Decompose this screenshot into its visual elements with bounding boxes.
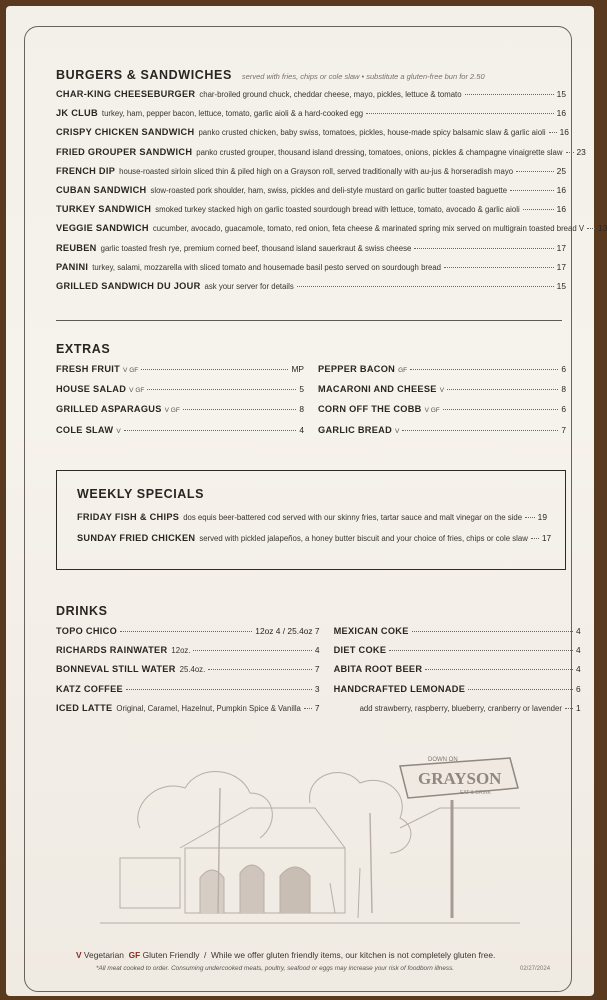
leader-dots [208, 669, 312, 670]
item-name: PANINI [56, 261, 89, 272]
extra-item-row [318, 400, 566, 420]
food-safety-fine-print: *All meat cooked to order. Consuming undercooked meats, poultry, seafood or eggs may increase your risk of foodborn illness. [96, 965, 455, 972]
item-name: TOPO CHICO [56, 626, 118, 636]
leader-dots [425, 669, 573, 670]
item-price: 15 [556, 89, 566, 99]
item-description: turkey, salami, mozzarella with sliced tomato and housemade basil pesto served on sourdough bread [92, 262, 442, 272]
item-name: COLE SLAW [56, 424, 114, 435]
gluten-friendly-mark: GF [128, 950, 141, 960]
leader-dots [402, 430, 558, 431]
item-name: ICED LATTE [56, 702, 113, 713]
burgers-section [56, 68, 607, 296]
extra-item-row [56, 400, 304, 420]
item-description: slow-roasted pork shoulder, ham, swiss, pickles and deli-style mustard on garlic butter toasted baguette [150, 186, 508, 196]
item-name: KATZ COFFEE [56, 683, 123, 694]
item-description: panko crusted grouper, thousand island dressing, tomatoes, onions, pickles & champagne vinaigrette slaw [196, 147, 563, 157]
item-price: 4 [575, 645, 581, 656]
item-description: Original, Caramel, Hazelnut, Pumpkin Spice & Vanilla [116, 703, 301, 713]
item-name: FRIDAY FISH & CHIPS [77, 512, 180, 522]
extras-section [56, 342, 566, 441]
item-price: 16 [556, 185, 566, 196]
item-description: smoked turkey stacked high on garlic toasted sourdough bread with lettuce, tomato, avocado & garlic aioli [155, 205, 520, 215]
menu-item-row [56, 258, 566, 277]
section-divider [56, 320, 562, 321]
item-price: 17 [541, 533, 552, 543]
burgers-title: BURGERS & SANDWICHES [56, 68, 232, 82]
item-description: char-broiled ground chuck, cheddar cheese, mayo, pickles, lettuce & tomato [199, 90, 462, 99]
special-item-row [77, 528, 552, 549]
drink-item-row [56, 699, 320, 718]
item-name: CORN OFF THE COBB [318, 404, 422, 415]
menu-item-row [56, 104, 566, 123]
gluten-disclaimer: While we offer gluten friendly items, our kitchen is not completely gluten free. [211, 950, 496, 960]
item-price: 16 [556, 108, 566, 119]
extra-item-row [56, 380, 304, 400]
drink-item-row [334, 622, 581, 641]
diet-tag: V [116, 427, 121, 435]
leader-dots [124, 430, 297, 431]
item-price: 8 [561, 384, 566, 395]
item-name: MACARONI AND CHEESE [318, 384, 437, 395]
item-price: 7 [314, 664, 320, 675]
item-price: 16 [559, 127, 569, 138]
vegetarian-label: Vegetarian [83, 950, 124, 960]
addon-price: 1 [575, 702, 581, 713]
leader-dots [465, 94, 554, 95]
item-price: 6 [575, 683, 581, 694]
item-price: 15 [556, 281, 566, 292]
leader-dots [120, 631, 252, 632]
item-name: CRISPY CHICKEN SANDWICH [56, 127, 195, 138]
item-description: house-roasted sirloin sliced thin & piled high on a Grayson roll, served traditionally with au-jus & horseradish mayo [119, 166, 514, 176]
item-price: 19 [537, 512, 547, 522]
extras-right-column [318, 360, 566, 441]
drink-item-row [334, 680, 581, 699]
leader-dots [147, 389, 296, 390]
leader-dots [525, 517, 535, 518]
item-name: GRILLED SANDWICH DU JOUR [56, 281, 201, 292]
extra-item-row [318, 360, 566, 380]
item-price: 7 [561, 424, 566, 435]
item-price: 6 [561, 364, 566, 374]
leader-dots [126, 689, 312, 690]
logo-top-text: DOWN ON [428, 757, 458, 763]
leader-dots [516, 171, 554, 172]
item-price: 6 [561, 404, 566, 415]
leader-dots [447, 389, 558, 390]
item-name: HOUSE SALAD [56, 384, 127, 395]
item-price: 17 [556, 261, 566, 272]
special-item-row [77, 507, 547, 528]
leader-dots [366, 113, 554, 114]
item-name: CUBAN SANDWICH [56, 185, 147, 196]
menu-item-row [56, 219, 607, 238]
item-description: 12oz. [171, 646, 191, 656]
item-name: RICHARDS RAINWATER [56, 645, 168, 656]
leader-dots [565, 708, 573, 709]
extra-item-row [318, 380, 566, 400]
drink-item-row [334, 660, 581, 679]
item-description: garlic toasted fresh rye, premium corned beef, thousand island sauerkraut & swiss cheese [100, 243, 412, 253]
logo-sub-text: EAT & DRINK [460, 790, 491, 796]
menu-item-row [56, 200, 566, 219]
drink-item-row [56, 680, 320, 699]
menu-item-row [56, 85, 566, 104]
extra-item-row [318, 421, 566, 441]
item-name: MEXICAN COKE [333, 626, 409, 636]
leader-dots [141, 369, 288, 370]
menu-legend [76, 950, 566, 960]
item-name: ABITA ROOT BEER [333, 664, 423, 675]
item-name: TURKEY SANDWICH [56, 204, 152, 215]
lemonade-addon-row [334, 699, 581, 718]
drink-item-row [56, 641, 320, 660]
item-name: HANDCRAFTED LEMONADE [333, 683, 466, 694]
menu-item-row [56, 181, 566, 200]
weekly-specials-box [56, 470, 566, 570]
specials-list [77, 507, 552, 549]
item-description: dos equis beer-battered cod served with our skinny fries, tartar sauce and malt vinegar on the side [183, 513, 523, 522]
leader-dots [183, 409, 297, 410]
leader-dots [587, 228, 595, 229]
item-name: DIET COKE [333, 645, 387, 656]
item-name: VEGGIE SANDWICH [56, 223, 149, 234]
item-name: GARLIC BREAD [318, 424, 393, 435]
item-name: PEPPER BACON [318, 364, 396, 374]
item-price: 25 [556, 165, 566, 176]
burgers-heading [56, 68, 566, 82]
item-description: cucumber, avocado, guacamole, tomato, red onion, feta cheese & marinated spring mix served on multigrain toasted bread V [152, 224, 585, 234]
leader-dots [531, 538, 539, 539]
diet-tag: GF [398, 367, 408, 374]
item-name: JK CLUB [56, 108, 98, 119]
item-price: MP [291, 364, 304, 374]
item-name: GRILLED ASPARAGUS [56, 404, 162, 415]
item-price: 5 [299, 384, 304, 395]
item-price: 12oz 4 / 25.4oz 7 [255, 626, 320, 636]
item-description: panko crusted chicken, baby swiss, tomatoes, pickles, house-made spicy balsamic slaw & garlic aioli [198, 128, 546, 138]
leader-dots [468, 689, 573, 690]
drink-item-row [56, 622, 320, 641]
item-name: REUBEN [56, 242, 97, 253]
item-price: 8 [299, 404, 304, 415]
menu-item-row [56, 162, 566, 181]
item-price: 16 [556, 204, 566, 215]
gluten-friendly-label: Gluten Friendly [142, 950, 200, 960]
leader-dots [510, 190, 554, 191]
diet-tag: V [395, 427, 400, 435]
item-name: BONNEVAL STILL WATER [56, 664, 176, 675]
leader-dots [443, 409, 559, 410]
grayson-building-drawing [100, 748, 520, 938]
item-name: FRENCH DIP [56, 165, 116, 176]
item-price: 4 [575, 626, 581, 636]
drinks-section [56, 604, 581, 718]
item-name: FRESH FRUIT [56, 364, 121, 374]
item-name: SUNDAY FRIED CHICKEN [77, 533, 196, 543]
diet-tag: V GF [164, 407, 180, 415]
menu-date: 02/27/2024 [520, 966, 551, 972]
item-price: 4 [314, 645, 320, 656]
vegetarian-mark: V [76, 950, 82, 960]
menu-item-row [56, 239, 566, 258]
drinks-title: DRINKS [56, 604, 108, 618]
leader-dots [444, 267, 554, 268]
burgers-list [56, 85, 607, 296]
menu-item-row [56, 123, 569, 142]
leader-dots [523, 209, 554, 210]
diet-tag: V [439, 387, 445, 395]
item-price: 23 [576, 146, 586, 157]
drinks-right-column [334, 622, 581, 718]
diet-tag: V GF [424, 407, 440, 415]
addon-description: add strawberry, raspberry, blueberry, cranberry or lavender [359, 703, 562, 713]
menu-item-row [56, 143, 586, 162]
leader-dots [297, 286, 554, 287]
extras-left-column [56, 360, 304, 441]
item-description: served with pickled jalapeños, a honey butter biscuit and your choice of fries, chips or cole slaw [199, 534, 528, 543]
specials-title: WEEKLY SPECIALS [77, 487, 205, 501]
logo-main-text: GRAYSON [418, 769, 502, 788]
item-price: 4 [575, 664, 581, 675]
extra-item-row [56, 360, 304, 380]
item-price: 13 [598, 223, 607, 234]
legend-separator: / [204, 950, 207, 960]
leader-dots [410, 369, 558, 370]
burgers-note: served with fries, chips or cole slaw • substitute a gluten-free bun for 2.50 [241, 72, 485, 81]
item-name: FRIED GROUPER SANDWICH [56, 146, 193, 157]
item-price: 17 [556, 242, 566, 253]
leader-dots [389, 650, 573, 651]
drink-item-row [334, 641, 581, 660]
leader-dots [412, 631, 573, 632]
item-price: 7 [314, 702, 320, 713]
extra-item-row [56, 421, 304, 441]
drink-item-row [56, 660, 320, 679]
item-description: 25.4oz. [179, 665, 206, 675]
leader-dots [549, 132, 557, 133]
item-description: ask your server for details [204, 282, 294, 292]
item-price: 4 [299, 424, 304, 435]
grayson-sign-logo [400, 757, 518, 918]
item-name: CHAR-KING CHEESEBURGER [56, 89, 196, 99]
drinks-left-column [56, 622, 320, 718]
diet-tag: V GF [123, 367, 139, 374]
diet-tag: V GF [129, 387, 145, 395]
menu-item-row [56, 277, 566, 296]
leader-dots [193, 650, 311, 651]
extras-title: EXTRAS [56, 342, 111, 356]
item-description: turkey, ham, pepper bacon, lettuce, tomato, garlic aioli & a hard-cooked egg [101, 109, 364, 119]
leader-dots [304, 708, 312, 709]
leader-dots [414, 248, 553, 249]
leader-dots [566, 152, 574, 153]
item-price: 3 [314, 683, 320, 694]
